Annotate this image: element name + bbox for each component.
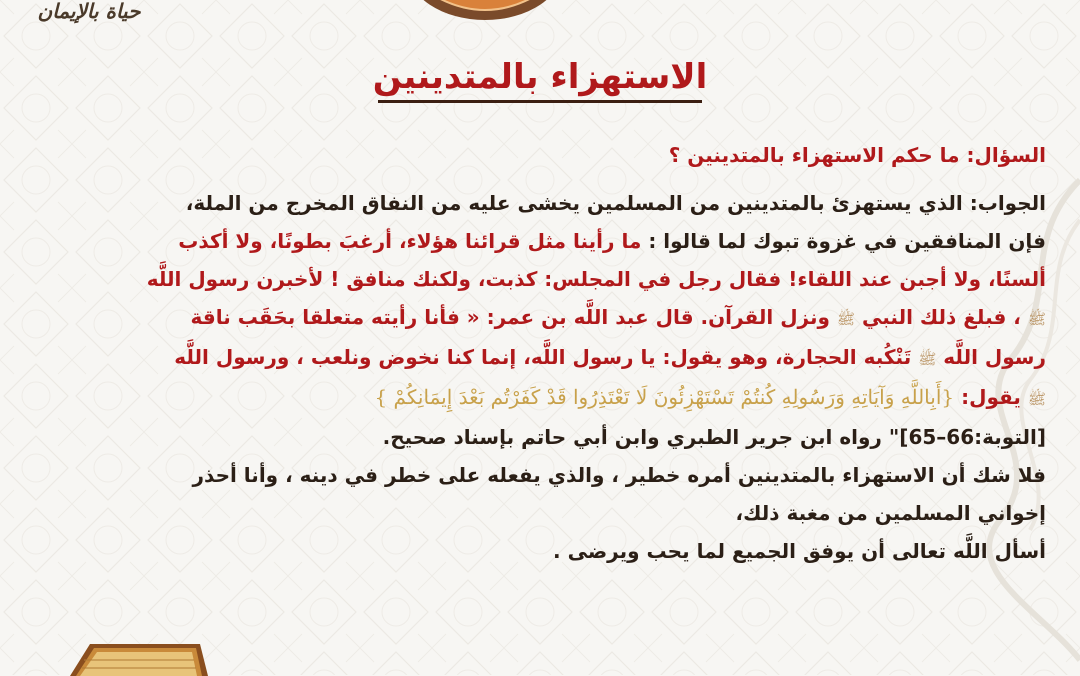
answer-line: [التوبة:66–65]" رواه ابن جرير الطبري وابن أبي حاتم بإسناد صحيح. [382,425,1046,449]
book-icon [60,636,210,676]
answer-line: ونزل القرآن. قال عبد اللَّه بن عمر: « [466,305,830,329]
question-label: السؤال: [966,143,1046,167]
quote-text: ما رأينا مثل قرائنا هؤلاء، أرغبَ بطونًا، ولا أكذب [178,229,642,253]
answer-line: رسول اللَّه [943,345,1046,369]
answer-line: فلا شك أن الاستهزاء بالمتدينين أمره خطير ، والذي يفعله على خطر في دينه ، وأنا أحذر [192,463,1046,487]
answer-line: تَنْكُبه الحجارة، وهو يقول: يا رسول اللَّه، إنما كنا نخوض ونلعب ، ورسول اللَّه [174,345,912,369]
salawat-icon: ﷺ [918,350,937,368]
title-underline [378,100,702,103]
question [46,136,1046,174]
salawat-icon: ﷺ [836,310,856,328]
answer-line: الذي يستهزئ بالمتدينين من المسلمين يخشى عليه من النفاق المخرج من الملة، [185,191,963,215]
quote-text: فأنا رأيته متعلقا بحَقَب ناقة [190,305,460,329]
answer-line: إخواني المسلمين من مغبة ذلك، [735,501,1046,525]
answer-line: فقال رجل في المجلس: كذبت، ولكنك منافق ! لأخبرن رسول اللَّه [146,267,782,291]
answer-line: يقول: [961,385,1021,409]
question-text: ما حكم الاستهزاء بالمتدينين ؟ [668,143,960,167]
page-title: الاستهزاء بالمتدينين [372,57,708,97]
answer-line: أسأل اللَّه تعالى أن يوفق الجميع لما يحب ويرضى . [553,539,1046,563]
answer [46,184,1046,570]
quran-verse: {أَبِاللَّهِ وَآيَاتِهِ وَرَسُولِهِ كُنتُمْ تَسْتَهْزِئُونَ لَا تَعْتَذِرُوا قَدْ كَفَرْتُم بَعْدَ إِيمَانِكُمْ } [374,385,955,409]
answer-label: الجواب: [969,191,1046,215]
article-body [46,136,1046,570]
answer-line: ، فبلغ ذلك النبي [862,305,1021,329]
quote-text: ألسنًا، ولا أجبن عند اللقاء! [788,267,1046,291]
answer-line: فإن المنافقين في غزوة تبوك لما قالوا : [648,229,1046,253]
brand-logo: حياة بالإيمان [37,0,141,23]
top-badge-icon [405,0,565,20]
salawat-icon: ﷺ [1027,310,1046,328]
salawat-icon: ﷺ [1027,390,1046,408]
